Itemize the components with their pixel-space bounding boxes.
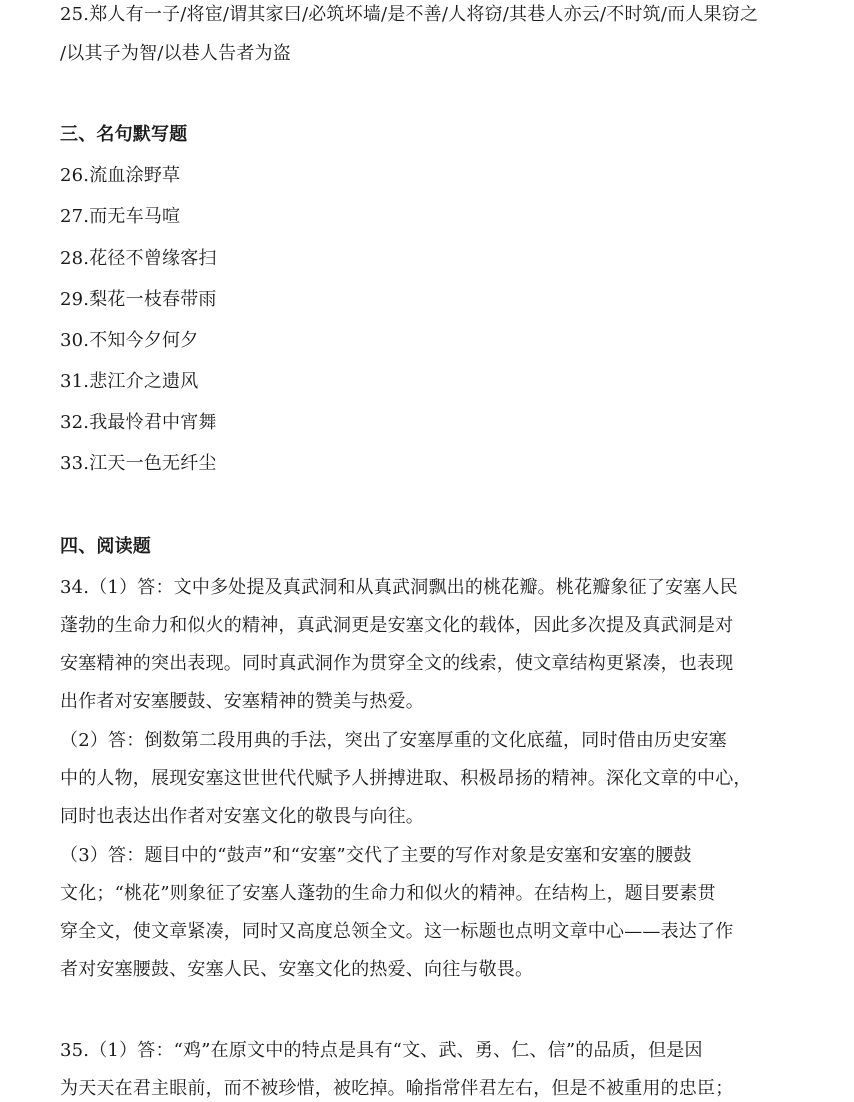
q34-1-line-4: 出作者对安塞腰鼓、安塞精神的赞美与热爱。 [60,691,424,712]
q30-answer: 30.不知今夕何夕 [60,330,199,351]
q25-answer-line-2: /以其子为智/以巷人告者为盗 [60,43,291,64]
q31-answer: 31.悲江介之遗风 [60,371,199,392]
q34-2-line-1: （2）答：倒数第二段用典的手法，突出了安塞厚重的文化底蕴，同时借由历史安塞 [60,730,727,751]
q34-1-line-2: 蓬勃的生命力和似火的精神，真武洞更是安塞文化的载体，因此多次提及真武洞是对 [60,615,734,636]
q34-3-line-4: 者对安塞腰鼓、安塞人民、安塞文化的热爱、向往与敬畏。 [60,959,534,980]
q35-1-line-1: 35.（1）答：“鸡”在原文中的特点是具有“文、武、勇、仁、信”的品质，但是因 [60,1040,703,1061]
q25-answer-line-1: 25.郑人有一子/将宦/谓其家曰/必筑坏墙/是不善/人将窃/其巷人亦云/不时筑/而人果窃之 [60,4,759,25]
q32-answer: 32.我最怜君中宵舞 [60,412,217,433]
q34-1-line-3: 安塞精神的突出表现。同时真武洞作为贯穿全文的线索，使文章结构更紧凑，也表现 [60,653,734,674]
q26-answer: 26.流血涂野草 [60,165,181,186]
q34-3-line-1: （3）答：题目中的“鼓声”和“安塞”交代了主要的写作对象是安塞和安塞的腰鼓 [60,845,692,866]
q34-2-line-2: 中的人物，展现安塞这世世代代赋予人拼搏进取、积极昂扬的精神。深化文章的中心， [60,768,752,789]
q34-3-line-2: 文化；“桃花”则象征了安塞人蓬勃的生命力和似火的精神。在结构上，题目要素贯 [60,883,716,904]
q34-1-line-1: 34.（1）答：文中多处提及真武洞和从真武洞飘出的桃花瓣。桃花瓣象征了安塞人民 [60,577,738,598]
q34-3-line-3: 穿全文，使文章紧凑，同时又高度总领全文。这一标题也点明文章中心——表达了作 [60,921,734,942]
section-4-heading: 四、阅读题 [60,536,151,557]
q27-answer: 27.而无车马喧 [60,206,181,227]
q33-answer: 33.江天一色无纤尘 [60,453,217,474]
q35-1-line-2: 为天天在君主眼前，而不被珍惜，被吃掉。喻指常伴君左右，但是不被重用的忠臣； [60,1078,734,1099]
section-3-heading: 三、名句默写题 [60,124,188,145]
q34-2-line-3: 同时也表达出作者对安塞文化的敬畏与向往。 [60,806,424,827]
q29-answer: 29.梨花一枝春带雨 [60,289,217,310]
q28-answer: 28.花径不曾缘客扫 [60,248,217,269]
